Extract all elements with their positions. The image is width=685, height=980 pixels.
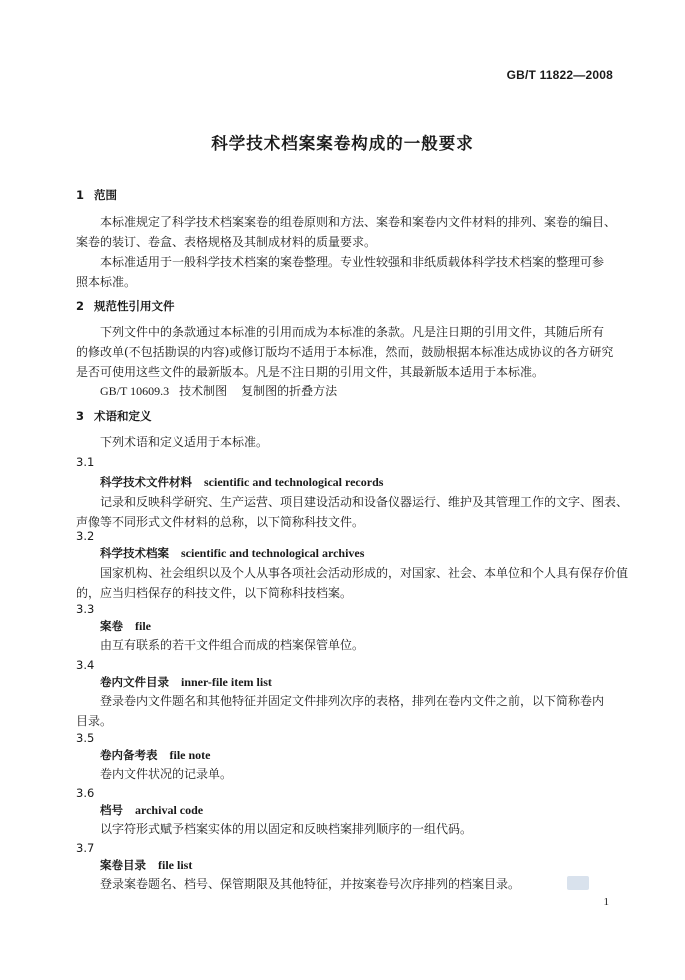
reference-code: GB/T 10609.3 (100, 384, 170, 398)
standard-number: GB/T 11822—2008 (506, 68, 613, 82)
term-definition: 卷内文件状况的记录单。 (100, 767, 233, 781)
clause-number: 3.4 (76, 658, 95, 672)
term-definition-cont: 的，应当归档保存的科技文件，以下简称科技档案。 (76, 586, 353, 600)
page-title: 科学技术档案案卷构成的一般要求 (211, 134, 474, 153)
term-definition-cont: 目录。 (76, 714, 113, 728)
clause-number: 3.3 (76, 602, 95, 616)
clause-number: 3.1 (76, 455, 95, 469)
term-definition: 由互有联系的若干文件组合而成的档案保管单位。 (100, 638, 365, 652)
clause-number: 3.7 (76, 841, 95, 855)
clause-number: 3.2 (76, 529, 95, 543)
section-1-para-2: 本标准适用于一般科学技术档案的案卷整理。专业性较强和非纸质载体科学技术档案的整理可参 (100, 255, 605, 269)
term-heading: 科学技术档案 scientific and technological archives (100, 546, 365, 560)
term-definition: 登录卷内文件题名和其他特征并固定文件排列次序的表格，排列在卷内文件之前，以下简称卷内 (100, 694, 605, 708)
term-heading: 卷内备考表 file note (100, 748, 211, 762)
clause-number: 3.6 (76, 786, 95, 800)
term-heading: 档号 archival code (100, 803, 204, 817)
section-2-para-cont-2: 是否可使用这些文件的最新版本。凡是不注日期的引用文件，其最新版本适用于本标准。 (76, 365, 545, 379)
term-definition: 以字符形式赋予档案实体的用以固定和反映档案排列顺序的一组代码。 (100, 822, 473, 836)
clause-number: 3.5 (76, 731, 95, 745)
section-2-para-cont-1: 的修改单(不包括勘误的内容)或修订版均不适用于本标准，然而，鼓励根据本标准达成协议的各方研究 (76, 345, 614, 359)
term-heading: 科学技术文件材料 scientific and technological records (100, 475, 384, 489)
term-definition-cont: 声像等不同形式文件材料的总称，以下简称科技文件。 (76, 515, 365, 529)
term-heading: 卷内文件目录 inner-file item list (100, 675, 272, 689)
reference-title-part-2: 复制图的折叠方法 (241, 384, 338, 398)
term-definition: 记录和反映科学研究、生产运营、项目建设活动和设备仪器运行、维护及其管理工作的文字、图表、 (100, 495, 629, 509)
term-definition: 登录案卷题名、档号、保管期限及其他特征，并按案卷号次序排列的档案目录。 (100, 877, 521, 891)
section-1-heading: 1 范围 (76, 188, 117, 202)
scan-mark (567, 876, 589, 890)
section-1-para-1: 本标准规定了科学技术档案案卷的组卷原则和方法、案卷和案卷内文件材料的排列、案卷的编目、 (100, 215, 617, 229)
section-3-intro: 下列术语和定义适用于本标准。 (100, 435, 269, 449)
section-1-para-2-cont: 照本标准。 (76, 275, 137, 289)
section-1-para-1-cont: 案卷的装订、卷盒、表格规格及其制成材料的质量要求。 (76, 235, 377, 249)
section-3-heading: 3 术语和定义 (76, 409, 152, 423)
term-heading: 案卷目录 file list (100, 858, 193, 872)
term-heading: 案卷 file (100, 619, 151, 633)
term-definition: 国家机构、社会组织以及个人从事各项社会活动形成的，对国家、社会、本单位和个人具有保存价值 (100, 566, 629, 580)
page-number: 1 (603, 896, 609, 908)
section-2-heading: 2 规范性引用文件 (76, 299, 175, 313)
reference-title-part-1: 技术制图 (179, 384, 228, 398)
section-2-para: 下列文件中的条款通过本标准的引用而成为本标准的条款。凡是注日期的引用文件，其随后所有 (100, 325, 605, 339)
normative-reference (100, 383, 615, 399)
